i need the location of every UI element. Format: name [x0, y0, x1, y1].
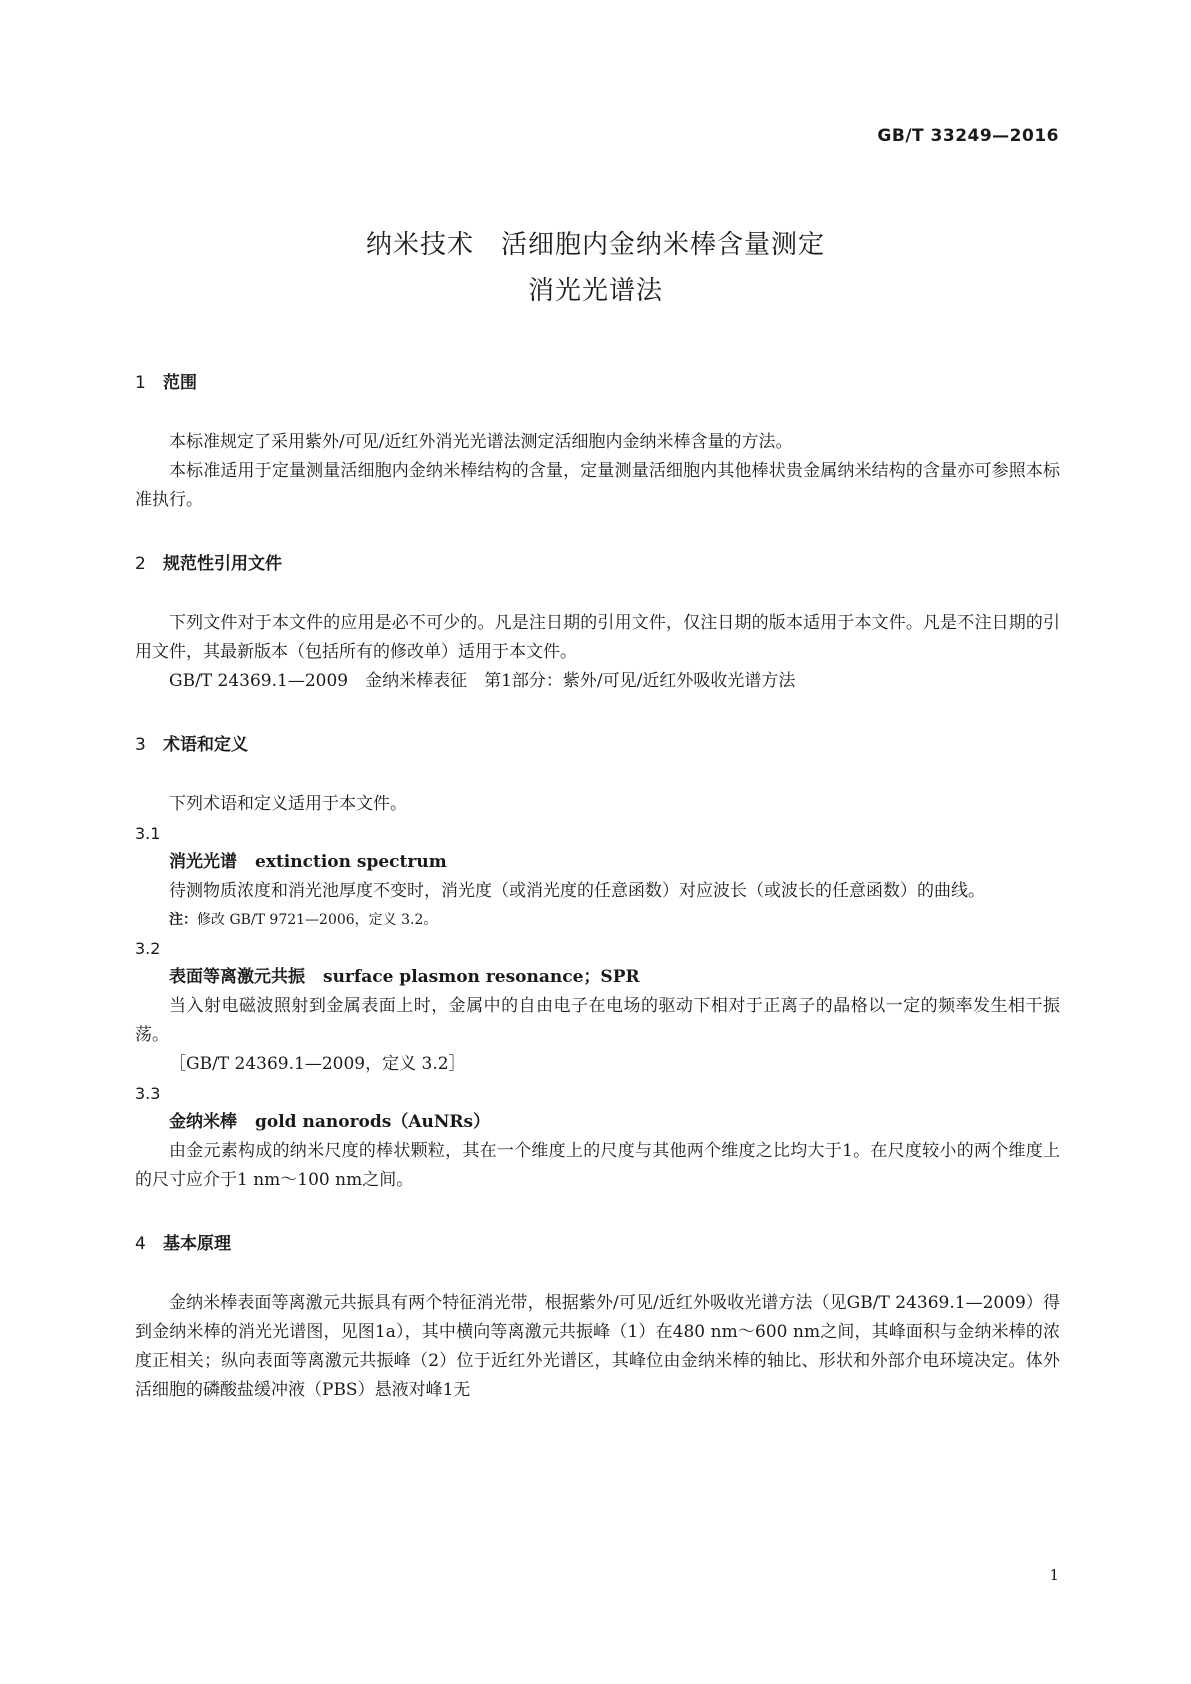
standard-number: GB/T 33249—2016	[877, 126, 1059, 146]
term-definition: 待测物质浓度和消光池厚度不变时，消光度（或消光度的任意函数）对应波长（或波长的任意函数）的曲线。	[169, 881, 985, 901]
note-text: 修改 GB/T 9721—2006，定义 3.2。	[197, 912, 438, 928]
normative-reference: GB/T 24369.1—2009 金纳米棒表征 第1部分：紫外/可见/近红外吸收光谱方法	[169, 671, 796, 691]
section-number: 2	[135, 554, 146, 574]
term-note	[135, 906, 1060, 934]
term-source: ［GB/T 24369.1—2009，定义 3.2］	[169, 1054, 466, 1074]
section-title: 规范性引用文件	[163, 554, 282, 574]
section-2-heading	[135, 549, 1060, 579]
section-title: 范围	[163, 373, 197, 393]
term-name	[135, 963, 1060, 992]
term-number: 3.3	[135, 1084, 161, 1103]
section-title: 术语和定义	[163, 735, 248, 755]
term-number: 3.1	[135, 824, 161, 843]
section-3-heading	[135, 730, 1060, 760]
section-number: 4	[135, 1234, 146, 1254]
title-line-2: 消光光谱法	[527, 276, 663, 306]
page-number: 1	[1049, 1566, 1059, 1584]
section-number: 1	[135, 373, 146, 393]
section-number: 3	[135, 735, 146, 755]
term-name	[135, 1108, 1060, 1137]
term-name-zh: 表面等离激元共振	[169, 967, 305, 987]
term-name-en: gold nanorods（AuNRs）	[255, 1112, 491, 1132]
term-definition: 由金元素构成的纳米尺度的棒状颗粒，其在一个维度上的尺度与其他两个维度之比均大于1。在尺度较小的两个维度上的尺寸应介于1 nm～100 nm之间。	[135, 1141, 1060, 1190]
paragraph: 本标准适用于定量测量活细胞内金纳米棒结构的含量，定量测量活细胞内其他棒状贵金属纳米结构的含量亦可参照本标准执行。	[135, 461, 1060, 510]
term-name-en: extinction spectrum	[255, 852, 447, 872]
document-body	[135, 368, 1060, 1405]
paragraph: 金纳米棒表面等离激元共振具有两个特征消光带，根据紫外/可见/近红外吸收光谱方法（见GB/T 24369.1—2009）得到金纳米棒的消光光谱图，见图1a），其中横向等离激元共振峰（1）在480 nm～600 nm之间，其峰面积与金纳米棒的浓度正相关；纵向表面等离激元共振峰（2）位于近红外光谱区，其峰位由金纳米棒的轴比、形状和外部介电环境决定。体外活细胞的磷酸盐缓冲液（PBS）悬液对峰1无	[135, 1293, 1060, 1400]
title-line-1: 纳米技术 活细胞内金纳米棒含量测定	[365, 230, 825, 260]
term-definition: 当入射电磁波照射到金属表面上时，金属中的自由电子在电场的驱动下相对于正离子的晶格以一定的频率发生相干振荡。	[135, 996, 1060, 1045]
term-name-en: surface plasmon resonance；SPR	[323, 967, 640, 987]
term-number: 3.2	[135, 939, 161, 958]
section-4-heading	[135, 1229, 1060, 1259]
section-title: 基本原理	[163, 1234, 231, 1254]
paragraph: 本标准规定了采用紫外/可见/近红外消光光谱法测定活细胞内金纳米棒含量的方法。	[169, 432, 793, 452]
paragraph: 下列术语和定义适用于本文件。	[169, 794, 407, 814]
section-1-heading	[135, 368, 1060, 398]
term-name-zh: 消光光谱	[169, 852, 237, 872]
note-label: 注：	[169, 912, 197, 928]
document-title	[0, 222, 1191, 314]
paragraph: 下列文件对于本文件的应用是必不可少的。凡是注日期的引用文件，仅注日期的版本适用于本文件。凡是不注日期的引用文件，其最新版本（包括所有的修改单）适用于本文件。	[135, 613, 1060, 662]
term-name	[135, 848, 1060, 877]
term-name-zh: 金纳米棒	[169, 1112, 237, 1132]
